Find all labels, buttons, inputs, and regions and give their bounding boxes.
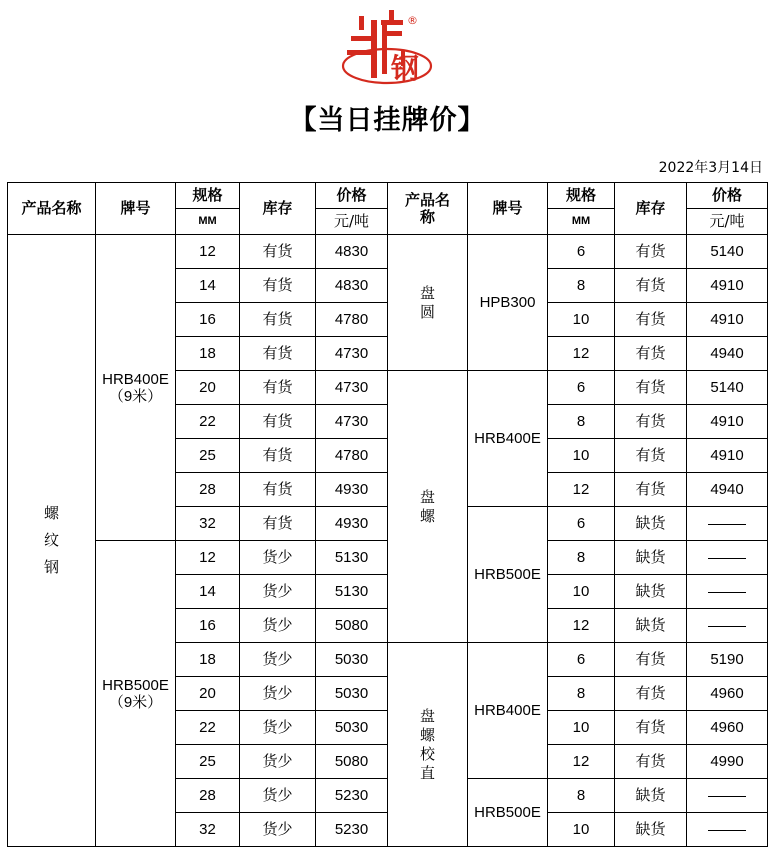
brand-cell-right: HRB500E — [468, 507, 548, 643]
price-dash — [708, 626, 746, 627]
price-dash — [708, 558, 746, 559]
price-cell: 5230 — [316, 813, 388, 847]
spec-cell-right: 10 — [548, 303, 615, 337]
company-logo — [335, 6, 440, 88]
spec-cell-right: 6 — [548, 235, 615, 269]
stock-cell-right: 缺货 — [615, 779, 687, 813]
spec-cell: 20 — [176, 677, 240, 711]
spec-cell-right: 8 — [548, 269, 615, 303]
stock-cell-right: 有货 — [615, 745, 687, 779]
price-cell: 5030 — [316, 677, 388, 711]
stock-cell: 货少 — [240, 711, 316, 745]
header-price: 价格 — [316, 183, 388, 209]
spec-cell: 25 — [176, 439, 240, 473]
table-row — [8, 235, 768, 269]
price-cell: 4930 — [316, 473, 388, 507]
header-price-unit: 元/吨 — [316, 209, 388, 235]
price-dash — [708, 524, 746, 525]
header-product-name-right: 产品名 称 — [388, 183, 468, 235]
stock-cell-right: 有货 — [615, 473, 687, 507]
stock-cell: 有货 — [240, 405, 316, 439]
price-cell-right: 4960 — [687, 677, 768, 711]
spec-cell: 14 — [176, 269, 240, 303]
price-cell-right — [687, 507, 768, 541]
spec-cell: 20 — [176, 371, 240, 405]
price-cell: 4830 — [316, 235, 388, 269]
stock-cell-right: 有货 — [615, 405, 687, 439]
price-cell-right: 5190 — [687, 643, 768, 677]
stock-cell: 货少 — [240, 575, 316, 609]
spec-cell: 18 — [176, 643, 240, 677]
stock-cell-right: 有货 — [615, 235, 687, 269]
header-spec-unit-right: MM — [548, 209, 615, 235]
price-cell: 5130 — [316, 541, 388, 575]
stock-cell: 有货 — [240, 473, 316, 507]
spec-cell: 12 — [176, 235, 240, 269]
stock-cell-right: 有货 — [615, 337, 687, 371]
product-right: 盘 圆 — [388, 235, 468, 371]
price-date: 2022年3月14日 — [658, 160, 763, 176]
spec-cell-right: 12 — [548, 745, 615, 779]
spec-cell: 14 — [176, 575, 240, 609]
brand-cell-right: HRB400E — [468, 371, 548, 507]
price-cell-right: 4960 — [687, 711, 768, 745]
price-cell-right: 4990 — [687, 745, 768, 779]
stock-cell-right: 有货 — [615, 439, 687, 473]
price-cell-right: 5140 — [687, 235, 768, 269]
spec-cell-right: 8 — [548, 405, 615, 439]
spec-cell-right: 12 — [548, 473, 615, 507]
stock-cell: 货少 — [240, 609, 316, 643]
stock-cell-right: 缺货 — [615, 507, 687, 541]
stock-cell-right: 缺货 — [615, 813, 687, 847]
spec-cell: 28 — [176, 473, 240, 507]
spec-cell-right: 10 — [548, 575, 615, 609]
stock-cell: 有货 — [240, 439, 316, 473]
price-cell: 4730 — [316, 337, 388, 371]
header-price-right: 价格 — [687, 183, 768, 209]
header-brand-right: 牌号 — [468, 183, 548, 235]
price-cell-right: 4940 — [687, 337, 768, 371]
stock-cell-right: 有货 — [615, 677, 687, 711]
stock-cell: 有货 — [240, 337, 316, 371]
stock-cell: 货少 — [240, 643, 316, 677]
stock-cell: 有货 — [240, 507, 316, 541]
spec-cell-right: 6 — [548, 371, 615, 405]
price-cell-right: 4910 — [687, 405, 768, 439]
price-cell: 4780 — [316, 439, 388, 473]
price-cell-right — [687, 609, 768, 643]
spec-cell-right: 10 — [548, 711, 615, 745]
price-cell: 5030 — [316, 643, 388, 677]
stock-cell-right: 缺货 — [615, 609, 687, 643]
stock-cell-right: 有货 — [615, 371, 687, 405]
stock-cell: 有货 — [240, 235, 316, 269]
stock-cell: 货少 — [240, 813, 316, 847]
header-stock-right: 库存 — [615, 183, 687, 235]
stock-cell: 有货 — [240, 269, 316, 303]
product-right: 盘 螺 校 直 — [388, 643, 468, 847]
spec-cell-right: 8 — [548, 677, 615, 711]
spec-cell: 25 — [176, 745, 240, 779]
brand-cell: HRB500E （9米） — [96, 541, 176, 847]
brand-cell: HRB400E （9米） — [96, 235, 176, 541]
stock-cell: 有货 — [240, 303, 316, 337]
price-cell: 4730 — [316, 405, 388, 439]
spec-cell: 28 — [176, 779, 240, 813]
spec-cell: 22 — [176, 711, 240, 745]
header-price-unit-right: 元/吨 — [687, 209, 768, 235]
price-cell: 4780 — [316, 303, 388, 337]
price-table — [7, 182, 768, 847]
price-cell: 4930 — [316, 507, 388, 541]
product-right: 盘 螺 — [388, 371, 468, 643]
stock-cell-right: 有货 — [615, 711, 687, 745]
stock-cell-right: 有货 — [615, 269, 687, 303]
spec-cell-right: 10 — [548, 813, 615, 847]
spec-cell-right: 10 — [548, 439, 615, 473]
price-cell-right: 4940 — [687, 473, 768, 507]
price-cell: 5080 — [316, 745, 388, 779]
header-spec-right: 规格 — [548, 183, 615, 209]
spec-cell-right: 12 — [548, 337, 615, 371]
price-cell-right: 4910 — [687, 269, 768, 303]
price-cell-right: 4910 — [687, 439, 768, 473]
svg-text:®: ® — [407, 14, 418, 27]
header-brand: 牌号 — [96, 183, 176, 235]
spec-cell: 18 — [176, 337, 240, 371]
product-rebar: 螺 纹 钢 — [8, 235, 96, 847]
price-cell: 4830 — [316, 269, 388, 303]
stock-cell-right: 有货 — [615, 303, 687, 337]
page-title: 【当日挂牌价】 — [289, 105, 486, 136]
brand-cell-right: HRB400E — [468, 643, 548, 779]
spec-cell: 12 — [176, 541, 240, 575]
price-dash — [708, 592, 746, 593]
stock-cell: 货少 — [240, 677, 316, 711]
price-cell-right: 4910 — [687, 303, 768, 337]
price-cell-right — [687, 541, 768, 575]
svg-text:钢: 钢 — [391, 52, 420, 85]
price-cell-right — [687, 575, 768, 609]
spec-cell: 22 — [176, 405, 240, 439]
stock-cell: 货少 — [240, 779, 316, 813]
spec-cell-right: 8 — [548, 779, 615, 813]
price-cell: 5130 — [316, 575, 388, 609]
spec-cell-right: 6 — [548, 507, 615, 541]
price-cell: 5080 — [316, 609, 388, 643]
stock-cell: 有货 — [240, 371, 316, 405]
stock-cell-right: 缺货 — [615, 541, 687, 575]
header-stock: 库存 — [240, 183, 316, 235]
spec-cell-right: 6 — [548, 643, 615, 677]
price-dash — [708, 796, 746, 797]
stock-cell-right: 有货 — [615, 643, 687, 677]
price-cell-right: 5140 — [687, 371, 768, 405]
price-cell: 4730 — [316, 371, 388, 405]
stock-cell-right: 缺货 — [615, 575, 687, 609]
brand-cell-right: HPB300 — [468, 235, 548, 371]
price-cell-right — [687, 779, 768, 813]
header-spec: 规格 — [176, 183, 240, 209]
brand-cell-right: HRB500E — [468, 779, 548, 847]
header-product-name: 产品名称 — [8, 183, 96, 235]
stock-cell: 货少 — [240, 541, 316, 575]
spec-cell: 16 — [176, 609, 240, 643]
price-cell: 5230 — [316, 779, 388, 813]
header-spec-unit: MM — [176, 209, 240, 235]
spec-cell-right: 8 — [548, 541, 615, 575]
price-cell: 5030 — [316, 711, 388, 745]
spec-cell: 16 — [176, 303, 240, 337]
spec-cell: 32 — [176, 507, 240, 541]
price-dash — [708, 830, 746, 831]
stock-cell: 货少 — [240, 745, 316, 779]
spec-cell-right: 12 — [548, 609, 615, 643]
spec-cell: 32 — [176, 813, 240, 847]
price-cell-right — [687, 813, 768, 847]
